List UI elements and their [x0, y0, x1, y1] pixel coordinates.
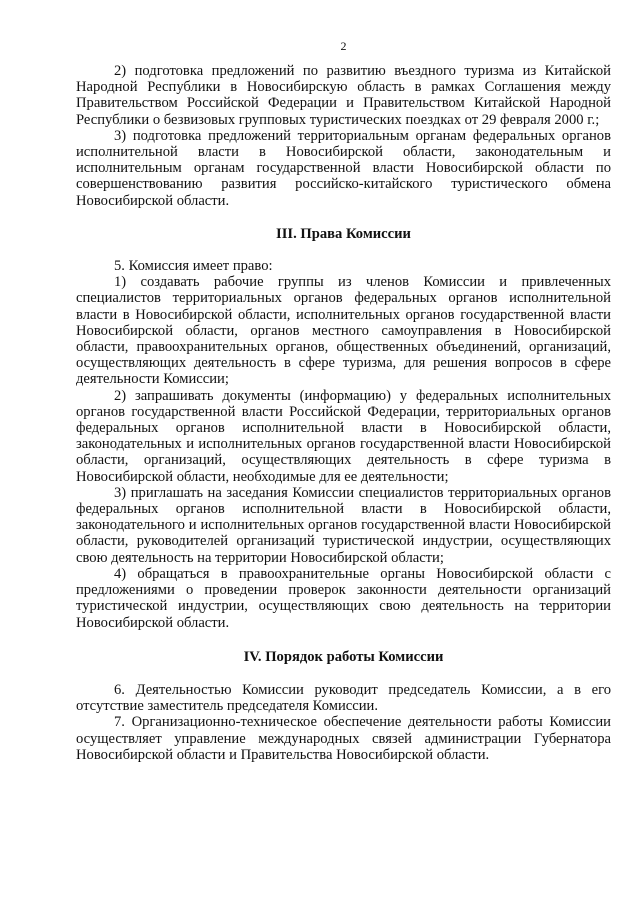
section-heading-procedure: IV. Порядок работы Комиссии — [243, 648, 444, 665]
paragraph-clause-6: 6. Деятельностью Комиссии руководит председатель Комиссии, а в его отсутствие заместитель председателя Комиссии. — [76, 681, 611, 715]
paragraph-right-3: 3) приглашать на заседания Комиссии специалистов территориальных органов федеральных органов исполнительной власти в Новосибирской области, законодательного и исполнительных органов государственной власти Новосибирской области, руководителей организаций туристической индустрии, осуществляющих свою деятельность на территории Новосибирской области; — [76, 484, 611, 566]
paragraph-item-3: 3) подготовка предложений территориальным органам федеральных органов исполнительной власти в Новосибирской области, законодательным и исполнительным органам государственной власти Новосибирской области по совершенствованию развития российско-китайского туристического обмена Новосибирской области. — [76, 127, 611, 209]
paragraph-right-1: 1) создавать рабочие группы из членов Комиссии и привлеченных специалистов территориальных органов федеральных органов исполнительной власти в Новосибирской области, исполнительных органов государственной власти Новосибирской области, органов местного самоуправления в Новосибирской области, правоохранительных органов, общественных объединений, организаций, осуществляющих деятельность в сфере туризма, для решения вопросов в сфере деятельности Комиссии; — [76, 274, 611, 388]
paragraph-item-2: 2) подготовка предложений по развитию въездного туризма из Китайской Народной Республики в Новосибирскую область в рамках Соглашения между Правительством Российской Федерации и Правительством Китайской Народной Республики о безвизовых групповых туристических поездках от 29 февраля 2000 г.; — [76, 63, 611, 128]
document-body — [76, 63, 611, 763]
paragraph-right-4: 4) обращаться в правоохранительные органы Новосибирской области с предложениями о проведении проверок законности деятельности организаций туристической индустрии, осуществляющих свою деятельность на территории Новосибирской области. — [76, 565, 611, 631]
paragraph-clause-7: 7. Организационно-техническое обеспечение деятельности работы Комиссии осуществляет управление международных связей администрации Губернатора Новосибирской области и Правительства Новосибирской области. — [76, 714, 611, 763]
paragraph-right-2: 2) запрашивать документы (информацию) у федеральных исполнительных органов государственной власти Российской Федерации, территориальных органов федеральных органов исполнительной власти в Новосибирской области, законодательных и исполнительных органов государственной власти Новосибирской области, организаций, осуществляющих деятельность в сфере туризма в Новосибирской области, необходимые для ее деятельности; — [76, 387, 611, 485]
paragraph-clause-5: 5. Комиссия имеет право: — [114, 258, 273, 275]
page-number: 2 — [340, 39, 347, 53]
section-heading-rights: III. Права Комиссии — [276, 225, 411, 242]
